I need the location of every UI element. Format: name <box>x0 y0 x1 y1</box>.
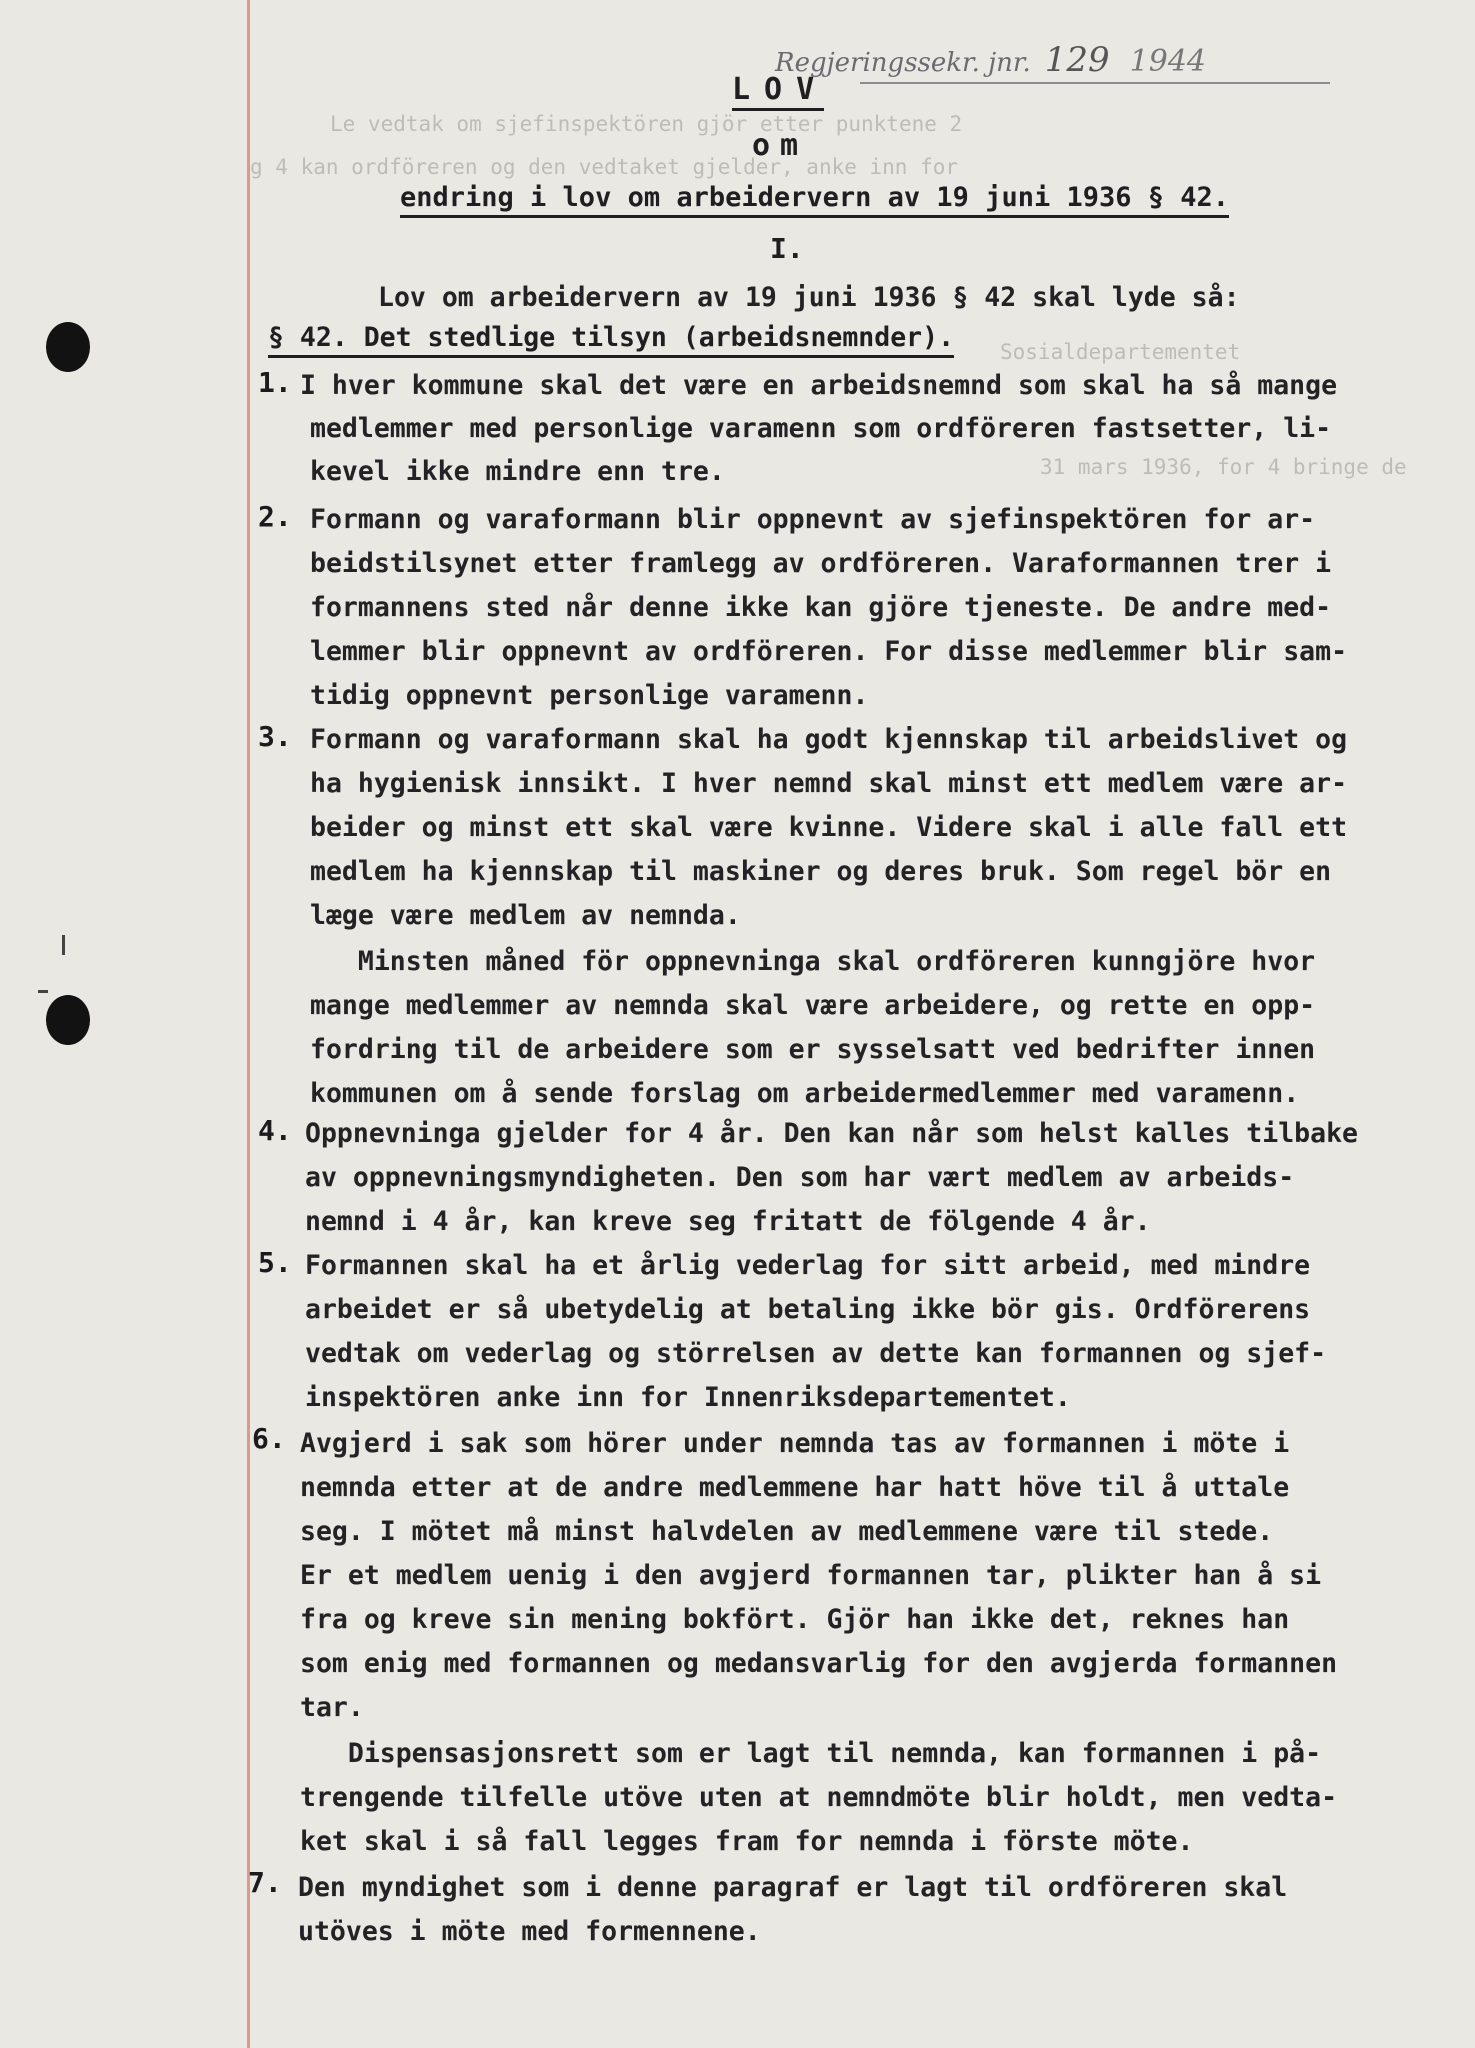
punch-hole <box>46 322 90 372</box>
title-om: om <box>752 128 809 163</box>
paragraph-line: ha hygienisk innsikt. I hver nemnd skal minst ett medlem være ar- <box>310 768 1348 799</box>
paragraph-line: I hver kommune skal det være en arbeidsnemnd som skal ha så mange <box>300 370 1338 401</box>
paragraph-number: 6. <box>252 1422 286 1455</box>
paragraph-line: Formannen skal ha et årlig vederlag for sitt arbeid, med mindre <box>305 1250 1311 1281</box>
paragraph-line: Formann og varaformann blir oppnevnt av sjefinspektören for ar- <box>310 504 1316 535</box>
paragraph-number: 2. <box>258 500 292 533</box>
paragraph-line: seg. I mötet må minst halvdelen av medlemmene være til stede. <box>300 1516 1274 1547</box>
paragraph-line: vedtak om vederlag og störrelsen av dette kan formannen og sjef- <box>305 1338 1327 1369</box>
paragraph-line: ket skal i så fall legges fram for nemnda i förste möte. <box>300 1826 1194 1857</box>
paragraph-line: inspektören anke inn for Innenriksdepartementet. <box>305 1382 1071 1413</box>
title-underline <box>732 108 824 111</box>
journal-prefix: Regjeringssekr. jnr. <box>775 48 1031 78</box>
section-heading: § 42. Det stedlige tilsyn (arbeidsnemnder). <box>268 322 954 358</box>
red-margin-line <box>247 0 250 2048</box>
paragraph-line: nemnda etter at de andre medlemmene har hatt höve til å uttale <box>300 1472 1290 1503</box>
paragraph-line: arbeidet er så ubetydelig at betaling ikke bör gis. Ordförerens <box>305 1294 1311 1325</box>
paragraph-line: Minsten måned för oppnevninga skal ordföreren kunngjöre hvor <box>310 946 1316 977</box>
journal-number: 129 <box>1044 40 1110 80</box>
document-subtitle: endring i lov om arbeidervern av 19 juni 1936 § 42. <box>400 182 1229 218</box>
bleed-through-text: 31 mars 1936, for 4 bringe de <box>1040 455 1407 479</box>
paragraph-number: 7. <box>248 1866 282 1899</box>
paragraph-number: 4. <box>258 1114 292 1147</box>
paragraph-line: kommunen om å sende forslag om arbeidermedlemmer med varamenn. <box>310 1078 1300 1109</box>
paragraph-line: medlemmer med personlige varamenn som ordföreren fastsetter, li- <box>310 413 1332 444</box>
paragraph-number: 5. <box>258 1246 292 1279</box>
paragraph-line: Avgjerd i sak som hörer under nemnda tas av formannen i möte i <box>300 1428 1290 1459</box>
bleed-through-text: g 4 kan ordföreren og den vedtaket gjelder, anke inn for <box>250 155 959 179</box>
paragraph-line: læge være medlem av nemnda. <box>310 900 741 931</box>
journal-year: 1944 <box>1129 44 1207 79</box>
bleed-through-text: Le vedtak om sjefinspektören gjör etter punktene 2 <box>330 112 963 136</box>
paragraph-line: Den myndighet som i denne paragraf er lagt til ordföreren skal <box>298 1872 1288 1903</box>
paragraph-line: fra og kreve sin mening bokfört. Gjör han ikke det, reknes han <box>300 1604 1290 1635</box>
margin-mark <box>38 990 48 993</box>
handwritten-journal-header <box>775 40 1206 80</box>
intro-line: Lov om arbeidervern av 19 juni 1936 § 42 skal lyde så: <box>378 282 1240 313</box>
paragraph-line: formannens sted når denne ikke kan gjöre tjeneste. De andre med- <box>310 592 1332 623</box>
margin-mark <box>62 935 65 955</box>
paragraph-line: kevel ikke mindre enn tre. <box>310 456 725 487</box>
paragraph-line: av oppnevningsmyndigheten. Den som har vært medlem av arbeids- <box>305 1162 1295 1193</box>
paragraph-line: Formann og varaformann skal ha godt kjennskap til arbeidslivet og <box>310 724 1348 755</box>
paragraph-line: medlem ha kjennskap til maskiner og deres bruk. Som regel bör en <box>310 856 1332 887</box>
paragraph-number: 3. <box>258 720 292 753</box>
section-numeral: I. <box>770 232 804 265</box>
paragraph-line: Oppnevninga gjelder for 4 år. Den kan når som helst kalles tilbake <box>305 1118 1358 1149</box>
paragraph-line: trengende tilfelle utöve uten at nemndmöte blir holdt, men vedta- <box>300 1782 1338 1813</box>
paragraph-number: 1. <box>258 366 292 399</box>
header-underline <box>860 82 1330 84</box>
document-title: LOV <box>732 72 829 107</box>
paragraph-line: utöves i möte med formennene. <box>298 1916 761 1947</box>
paragraph-line: tidig oppnevnt personlige varamenn. <box>310 680 869 711</box>
paragraph-line: fordring til de arbeidere som er sysselsatt ved bedrifter innen <box>310 1034 1316 1065</box>
punch-hole <box>46 995 90 1045</box>
paragraph-line: Er et medlem uenig i den avgjerd formannen tar, plikter han å si <box>300 1560 1322 1591</box>
paragraph-line: beider og minst ett skal være kvinne. Videre skal i alle fall ett <box>310 812 1348 843</box>
paragraph-line: tar. <box>300 1692 364 1723</box>
paragraph-line: mange medlemmer av nemnda skal være arbeidere, og rette en opp- <box>310 990 1316 1021</box>
paragraph-line: nemnd i 4 år, kan kreve seg fritatt de fölgende 4 år. <box>305 1206 1151 1237</box>
paragraph-line: Dispensasjonsrett som er lagt til nemnda, kan formannen i på- <box>300 1738 1322 1769</box>
paragraph-line: lemmer blir oppnevnt av ordföreren. For disse medlemmer blir sam- <box>310 636 1348 667</box>
paragraph-line: beidstilsynet etter framlegg av ordföreren. Varaformannen trer i <box>310 548 1332 579</box>
paragraph-line: som enig med formannen og medansvarlig for den avgjerda formannen <box>300 1648 1338 1679</box>
bleed-through-text: Sosialdepartementet <box>1000 340 1241 364</box>
